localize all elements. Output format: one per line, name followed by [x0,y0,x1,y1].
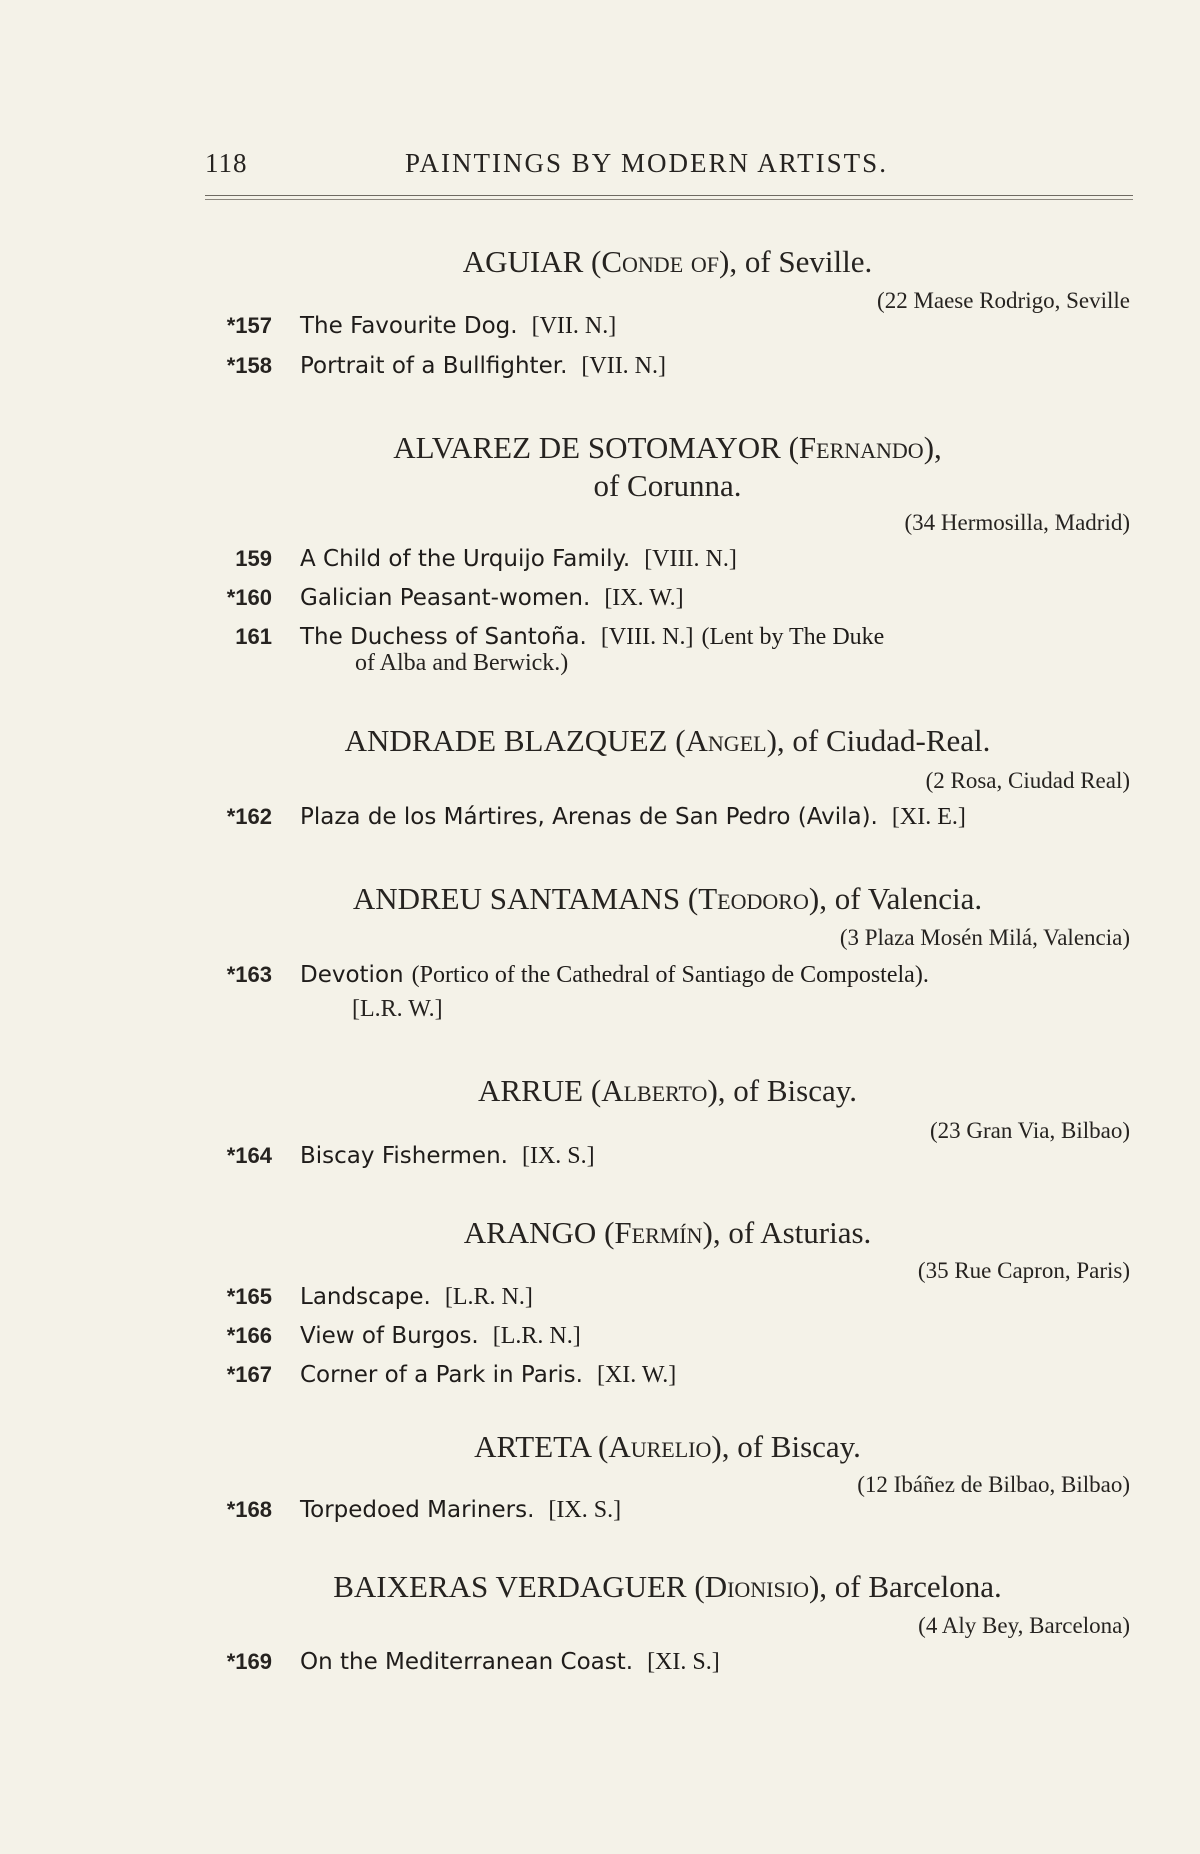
entry-gallery-ref: [IX. S.] [521,1143,595,1169]
entry-gallery-ref: [L.R. W.] [352,996,443,1022]
entry-number: *167 [226,1362,272,1387]
entry-title: Biscay Fishermen. [300,1143,508,1169]
entry-title: Plaza de los Mártires, Arenas de San Pedro (Avila). [300,804,878,830]
entry-gallery-ref: [VIII. N.] [644,546,737,572]
entry-title: View of Burgos. [300,1323,479,1349]
artist-heading: AGUIAR (Conde of), of Seville. [462,244,873,279]
entry-number: *166 [226,1323,272,1348]
entry-title: On the Mediterranean Coast. [300,1649,634,1675]
artist-origin: , of Barcelona. [819,1569,1002,1604]
artist-origin: , [934,430,942,465]
entry-number: *163 [226,962,272,987]
entry-note-continued: of Alba and Berwick.) [355,650,569,676]
artist-name: BAIXERAS VERDAGUER [333,1569,687,1604]
artist-heading: ARANGO (Fermín), of Asturias. [463,1215,872,1250]
artist-origin: , of Biscay. [717,1073,857,1108]
entry-number: *160 [226,585,272,610]
entry-gallery-ref: [VIII. N.] [600,624,694,650]
artist-name: ARANGO [463,1215,597,1250]
artist-origin: , of Asturias. [712,1215,872,1250]
artist-name: ANDRADE BLAZQUEZ [344,723,668,758]
running-title: PAINTINGS BY MODERN ARTISTS. [405,148,888,178]
entry-title: Galician Peasant-women. [300,585,591,611]
artist-name: ARRUE [478,1073,584,1108]
artist-name: AGUIAR [462,244,584,279]
entry-number: *162 [226,804,272,829]
entry-title: The Favourite Dog. [300,313,518,339]
artist-heading: ARTETA (Aurelio), of Biscay. [474,1429,861,1464]
artist-address: (23 Gran Via, Bilbao) [929,1118,1130,1143]
artist-origin: , of Ciudad-Real. [776,723,991,758]
entry-gallery-ref: [L.R. N.] [444,1284,533,1310]
artist-given-name: Alberto [601,1073,708,1108]
entry-gallery-ref: [XI. E.] [891,804,966,830]
entry-title: Torpedoed Mariners. [300,1497,535,1523]
artist-given-name: Fernando [798,430,924,465]
artist-given-name: Dionisio [704,1569,809,1604]
entry-gallery-ref: [VII. N.] [581,353,667,379]
header-rule-lower [205,199,1133,200]
entry-title: Portrait of a Bullfighter. [300,353,568,379]
artist-name: ARTETA [474,1429,591,1464]
artist-address: (3 Plaza Mosén Milá, Valencia) [839,925,1130,950]
artist-origin-line2: of Corunna. [593,468,742,503]
entry-title: Corner of a Park in Paris. [300,1362,583,1388]
artist-given-name: Angel [685,723,767,758]
artist-given-name: Aurelio [608,1429,712,1464]
artist-given-name: Conde of [601,244,720,279]
entry-note: (Portico of the Cathedral of Santiago de Compostela). [411,962,929,988]
artist-name: ANDREU SANTAMANS [352,881,681,916]
entry-title: A Child of the Urquijo Family. [300,546,631,572]
entry-number: *157 [226,313,272,338]
entry-title: Devotion [300,962,404,988]
entry-gallery-ref: [XI. W.] [596,1362,677,1388]
entry-gallery-ref: [VII. N.] [531,313,617,339]
entry-gallery-ref: [IX. S.] [548,1497,622,1523]
artist-heading: ARRUE (Alberto), of Biscay. [478,1073,857,1108]
entry-number: *158 [226,353,272,378]
entry-note: (Lent by The Duke [701,624,885,650]
artist-address: (22 Maese Rodrigo, Seville [877,288,1130,313]
artist-given-name: Fermín [614,1215,703,1250]
artist-address: (2 Rosa, Ciudad Real) [925,768,1130,793]
entry-number: 159 [235,546,272,571]
entry-number: *169 [226,1649,272,1674]
artist-address: (35 Rue Capron, Paris) [917,1258,1130,1283]
artist-heading: ALVAREZ DE SOTOMAYOR (Fernando), of Corunna. [393,430,942,503]
entry-title: The Duchess of Santoña. [300,624,587,650]
entry-gallery-ref: [IX. W.] [604,585,684,611]
entry-number: 161 [235,624,272,649]
artist-heading: BAIXERAS VERDAGUER (Dionisio), of Barcelona. [333,1569,1002,1604]
artist-heading: ANDRADE BLAZQUEZ (Angel), of Ciudad-Real. [344,723,991,758]
artist-address: (4 Aly Bey, Barcelona) [918,1613,1130,1638]
entry-number: *168 [226,1497,272,1522]
artist-origin: , of Seville. [729,244,873,279]
entry-number: *165 [226,1284,272,1309]
artist-origin: , of Biscay. [721,1429,861,1464]
entry-gallery-ref: [L.R. N.] [492,1323,581,1349]
artist-given-name: Teodoro [698,881,809,916]
entry-gallery-ref: [XI. S.] [647,1649,720,1675]
artist-name: ALVAREZ DE SOTOMAYOR [393,430,781,465]
artist-heading: ANDREU SANTAMANS (Teodoro), of Valencia. [352,881,983,916]
entry-number: *164 [226,1143,272,1168]
header-rule [205,195,1133,196]
entry-title: Landscape. [300,1284,431,1310]
artist-address: (34 Hermosilla, Madrid) [904,510,1130,535]
artist-origin: , of Valencia. [819,881,983,916]
artist-address: (12 Ibáñez de Bilbao, Bilbao) [857,1472,1130,1497]
page-number: 118 [205,148,248,178]
